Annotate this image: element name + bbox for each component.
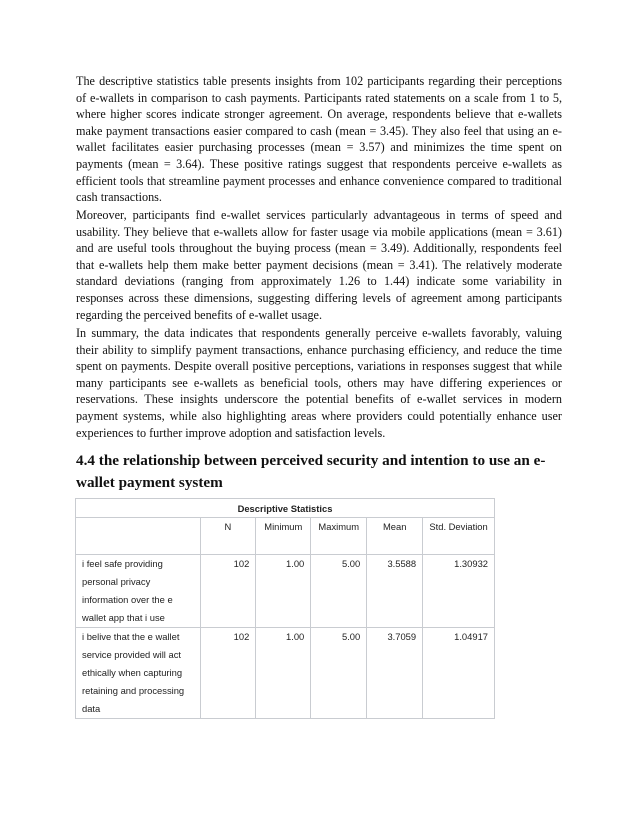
cell-std-deviation: 1.30932 [423, 555, 495, 628]
cell-maximum: 5.00 [311, 555, 367, 628]
paragraph-descriptive-stats: The descriptive statistics table presents insights from 102 participants regarding their perceptions of e-wallets in comparison to cash payments. Participants rated statements on a scale from 1 to 5, where higher scores indicate stronger agreement. On average, respondents believe that e-wallets make payment transactions easier compared to cash (mean = 3.45). They also feel that using an e-wallet facilitates easier purchasing processes (mean = 3.57) and minimizes the time spent on payments (mean = 3.64). These positive ratings suggest that respondents perceive e-wallets as efficient tools that streamline payment processes and enhance convenience compared to traditional cash transactions. [76, 74, 562, 205]
header-blank [76, 518, 201, 555]
cell-minimum: 1.00 [256, 555, 311, 628]
cell-mean: 3.5588 [367, 555, 423, 628]
table-caption: Descriptive Statistics [76, 499, 495, 518]
descriptive-statistics-table [75, 498, 495, 719]
header-minimum: Minimum [256, 518, 311, 555]
paragraph-speed-usability: Moreover, participants find e-wallet services particularly advantageous in terms of speed and usability. They believe that e-wallets allow for faster usage via mobile applications (mean = 3.61) and are useful tools throughout the buying process (mean = 3.49). Additionally, respondents feel that e-wallets help them make better payment decisions (mean = 3.41). The relatively moderate standard deviations (ranging from approximately 1.26 to 1.44) indicate some variability in responses across these dimensions, suggesting differing levels of agreement among participants regarding the perceived benefits of e-wallet usage. [76, 208, 562, 322]
table-row [76, 628, 495, 719]
table-header-row [76, 518, 495, 555]
paragraph-summary: In summary, the data indicates that respondents generally perceive e-wallets favorably, valuing their ability to simplify payment transactions, enhance purchasing efficiency, and reduce the time spent on payments. Despite overall positive perceptions, variations in responses suggest that while many participants see e-wallets as beneficial tools, others may have differing experiences or reservations. These insights underscore the potential benefits of e-wallet services in modern payment systems, while also highlighting areas where providers could potentially enhance user experiences to further improve adoption and satisfaction levels. [76, 326, 562, 440]
cell-minimum: 1.00 [256, 628, 311, 719]
row-label: i belive that the e wallet service provided will act ethically when capturing retaining and processing data [76, 628, 201, 719]
cell-std-deviation: 1.04917 [423, 628, 495, 719]
row-label: i feel safe providing personal privacy information over the e wallet app that i use [76, 555, 201, 628]
header-mean: Mean [367, 518, 423, 555]
cell-maximum: 5.00 [311, 628, 367, 719]
cell-mean: 3.7059 [367, 628, 423, 719]
header-n: N [200, 518, 256, 555]
cell-n: 102 [200, 628, 256, 719]
cell-n: 102 [200, 555, 256, 628]
table-caption-row [76, 499, 495, 518]
table-row [76, 555, 495, 628]
header-maximum: Maximum [311, 518, 367, 555]
header-std-deviation: Std. Deviation [423, 518, 495, 555]
section-heading: 4.4 the relationship between perceived security and intention to use an e-wallet payment system [76, 452, 546, 491]
